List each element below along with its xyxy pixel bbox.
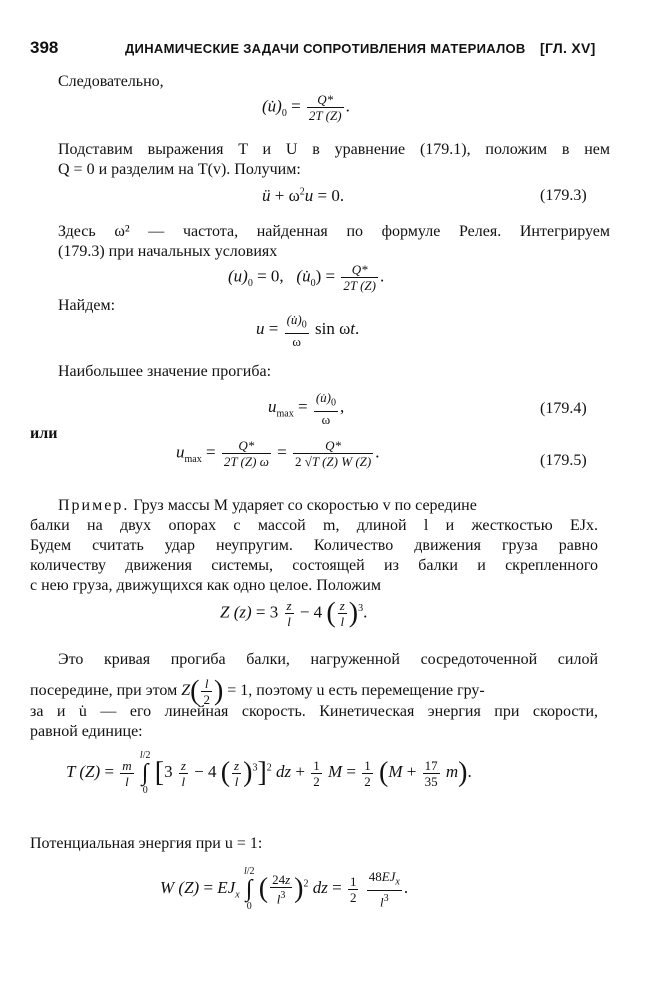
paragraph-text: количеству движения системы, состоящей из балки и скрепленного <box>30 557 598 574</box>
paragraph-text: Будем считать удар неупругим. Количество движения груза равно <box>30 537 598 554</box>
paragraph-text: Здесь ω² — частота, найденная по формуле Релея. Интегрируем <box>58 223 610 240</box>
paragraph-text: равной единице: <box>30 723 143 740</box>
chapter-marker: [ГЛ. XV] <box>540 40 596 56</box>
paragraph-line-with-math: посередине, при этом Z( $\frac{l}{2}$ ) = 1, поэтому u есть перемещение гру- <box>30 675 485 707</box>
example-label: Пример. <box>58 497 130 514</box>
paragraph-text: Наибольшее значение прогиба: <box>58 363 272 380</box>
equation-number: (179.4) <box>540 400 587 417</box>
connector-word: или <box>30 425 58 442</box>
equation-number: (179.3) <box>540 187 587 204</box>
running-title: ДИНАМИЧЕСКИЕ ЗАДАЧИ СОПРОТИВЛЕНИЯ МАТЕРИАЛОВ <box>125 41 526 56</box>
paragraph-text: Груз массы M ударяет со скоростью v по середине <box>133 497 477 514</box>
paragraph-text: (179.3) при начальных условиях <box>58 243 278 260</box>
equation-number: (179.5) <box>540 452 587 469</box>
page-number: 398 <box>30 38 59 57</box>
equation-initial-velocity: $(u̇)_0$ = $\frac{Q*}{2T (Z)}$ . <box>262 92 350 123</box>
paragraph-text: Это кривая прогиба балки, нагруженной сосредоточенной силой <box>58 651 598 668</box>
paragraph-text: Следовательно, <box>58 73 164 90</box>
paragraph-text: Найдем: <box>58 297 116 314</box>
paragraph-text: посередине, при этом <box>30 682 178 700</box>
paragraph-text: за и u̇ — его линейная скорость. Кинетическая энергия при скорости, <box>30 703 598 720</box>
paragraph-text: Подставим выражения T и U в уравнение (179.1), положим в нем <box>58 141 610 158</box>
equation-179-5: $u_{max}$ = $\frac{Q*}{2T (Z) \omega}$ = $\frac{Q*}{2 √T (Z) W (Z)}$ . <box>176 438 380 469</box>
paragraph-text: балки на двух опорах с массой m, длиной l и жесткостью EJx. <box>30 517 598 534</box>
paragraph-text: = 1, поэтому u есть перемещение гру- <box>227 682 485 700</box>
equation-179-3: ü + $\omega^2u = 0$. <box>262 186 345 205</box>
equation-solution: u = $\frac{(u̇)_0}{\omega}$ sin ωt. <box>256 312 360 349</box>
paragraph-text: с нею груза, движущихся как одно целое. Положим <box>30 577 381 594</box>
paragraph-text: Потенциальная энергия при u = 1: <box>30 835 263 852</box>
equation-179-4: $u_{max}$ = $\frac{(u̇)_0}{\omega}$ , <box>268 390 345 427</box>
example-first-line <box>58 496 610 516</box>
equation-potential-energy: W $(Z) = EJ_x$ l/2 ∫ 0 ( $\frac{24z}{l^3}$ )$^2$ dz = $\frac{1}{2}$ $\frac{48EJ_x}{l^3}$ . <box>160 866 409 912</box>
paragraph-text: Q = 0 и разделим на T(v). Получим: <box>58 161 301 178</box>
equation-kinetic-energy: T (Z) = $\frac{m}{l}$ l/2 ∫ 0 [3 $\frac{z}{l}$ − 4 ( $\frac{z}{l}$ )$^3$]$^2$ dz + $\frac{1}{2}$ M = $\frac{1}{2}$ (M + $\frac{17}{35}$ m). <box>66 750 472 796</box>
equation-initial-conditions: $(u)_0 = 0$, $(u̇_0)$ = $\frac{Q*}{2T (Z)}$ . <box>228 262 385 293</box>
equation-deflection-curve: Z (z) = 3 $\frac{z}{l}$ − 4 ( $\frac{z}{l}$ )$^3$. <box>220 597 368 629</box>
